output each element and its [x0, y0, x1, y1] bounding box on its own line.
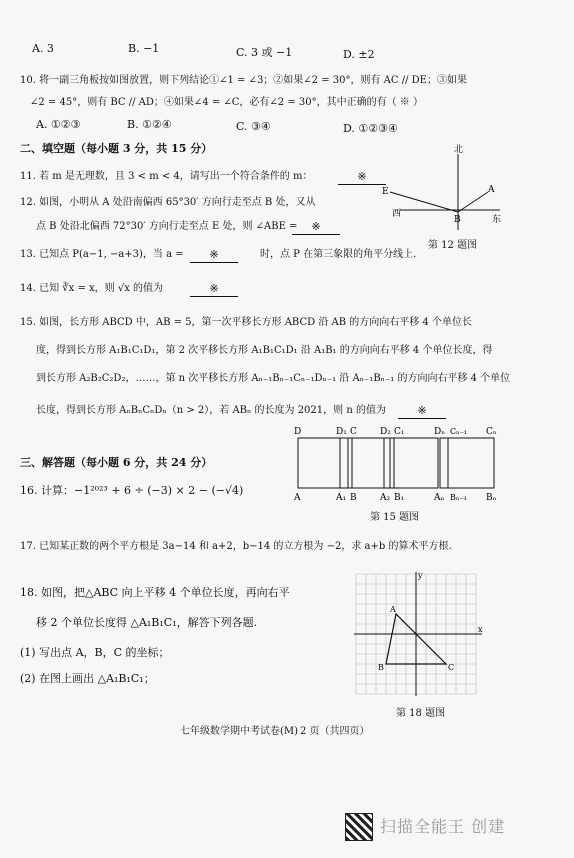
q18-sub1: (1) 写出点 A，B，C 的坐标；: [20, 646, 170, 659]
figure-18-grid: [352, 570, 486, 698]
q13-blank: ※: [190, 248, 238, 263]
q14-blank: ※: [190, 282, 238, 297]
q9-option-a: A. 3: [32, 42, 54, 55]
qr-code-icon: [345, 813, 373, 841]
q13-tail: 时，点 P 在第三象限的角平分线上.: [260, 249, 417, 260]
q10-option-c: C. ③④: [236, 120, 271, 133]
fig12-east-label: 东: [492, 215, 502, 225]
footer-page-number: 2 页（共四页）: [300, 726, 370, 737]
q10-option-b: B. ①②④: [127, 118, 172, 131]
fig18-point-a: A: [390, 605, 396, 614]
q16-text: 16. 计算：−1²⁰²³ + 6 ÷ (−3) × 2 − (−√4): [20, 484, 244, 497]
fig15-top-label: D: [294, 427, 302, 437]
fig15-top-label: C: [350, 427, 357, 437]
q18-sub2: (2) 在图上画出 △A₁B₁C₁；: [20, 672, 155, 685]
q10-line2: ∠2 = 45°，则有 BC // AD；④如果∠4 = ∠C，必有∠2 = 30°，其中正确的有（ ※ ）: [30, 97, 423, 108]
fig18-x-axis-label: x: [478, 625, 483, 634]
q15-line1: 15. 如图，长方形 ABCD 中，AB = 5，第一次平移长方形 ABCD 沿 AB 的方向向右平移 4 个单位长: [20, 317, 472, 328]
q15-blank: ※: [398, 404, 446, 419]
q18-line1: 18. 如图，把△ABC 向上平移 4 个单位长度，再向右平: [20, 586, 290, 599]
fig18-caption: 第 18 题图: [396, 708, 446, 719]
fig12-north-label: 北: [454, 145, 464, 155]
fig15-bottom-label: B₁: [394, 493, 405, 503]
scanner-watermark: 扫描全能王 创建: [380, 817, 506, 836]
q17-text: 17. 已知某正数的两个平方根是 3a−14 和 a+2，b−14 的立方根为 −2，求 a+b 的算术平方根.: [20, 541, 452, 552]
q14-text: 14. 已知 ∛x = x，则 √x 的值为: [20, 283, 164, 294]
fig15-bottom-label: Bₙ: [486, 493, 497, 503]
q11-text: 11. 若 m 是无理数，且 3 < m < 4，请写出一个符合条件的 m：: [20, 171, 313, 182]
fig15-caption: 第 15 题图: [370, 512, 420, 523]
fig12-west-label: 西: [392, 209, 402, 219]
q10-line1: 10. 将一副三角板按如图放置，则下列结论①∠1 = ∠3；②如果∠2 = 30°，则有 AC // DE；③如果: [20, 75, 467, 86]
q10-option-d: D. ①②③④: [343, 122, 398, 135]
fig15-top-label: D₂: [380, 427, 391, 437]
fig18-point-b: B: [378, 663, 384, 672]
fig15-top-label: Cₙ: [486, 427, 497, 437]
q9-option-c: C. 3 或 −1: [236, 46, 293, 59]
fig18-point-c: C: [448, 663, 455, 672]
q13-text: 13. 已知点 P(a−1, −a+3)，当 a =: [20, 249, 184, 260]
fig12-e-label: E: [382, 187, 389, 197]
q9-option-b: B. −1: [128, 42, 160, 55]
fig15-bottom-label: B: [350, 493, 357, 503]
fig15-top-label: D₁: [336, 427, 347, 437]
fig12-b-label: B: [454, 215, 461, 225]
fig15-top-label: Cₙ₋₁: [450, 427, 468, 436]
section3-heading: 三、解答题（每小题 6 分，共 24 分）: [20, 456, 213, 469]
fig15-bottom-label: Aₙ: [434, 493, 445, 503]
q12-line2: 点 B 处沿北偏西 72°30′ 方向行走至点 E 处，则 ∠ABE =: [36, 221, 298, 232]
fig12-caption: 第 12 题图: [428, 240, 478, 251]
footer-exam-title: 七年级数学期中考试卷(M): [180, 726, 299, 737]
q18-line2: 移 2 个单位长度得 △A₁B₁C₁，解答下列各题.: [36, 616, 258, 629]
q12-blank: ※: [292, 220, 340, 235]
fig18-y-axis-label: y: [418, 571, 423, 580]
fig15-top-label: C₁: [394, 427, 405, 437]
q9-option-d: D. ±2: [343, 48, 375, 61]
q10-option-a: A. ①②③: [36, 118, 81, 131]
fig12-a-label: A: [488, 185, 495, 195]
fig15-bottom-label: Bₙ₋₁: [450, 493, 467, 502]
section2-heading: 二、填空题（每小题 3 分，共 15 分）: [20, 142, 213, 155]
fig15-bottom-label: A: [294, 493, 301, 503]
q12-line1: 12. 如图，小明从 A 处沿南偏西 65°30′ 方向行走至点 B 处，又从: [20, 197, 316, 208]
q15-line4: 长度，得到长方形 AₙBₙCₙDₙ（n > 2），若 ABₙ 的长度为 2021，则 n 的值为: [36, 405, 386, 416]
q15-line3: 到长方形 A₂B₂C₂D₂，……，第 n 次平移长方形 Aₙ₋₁Bₙ₋₁Cₙ₋₁Dₙ₋₁ 沿 Aₙ₋₁Bₙ₋₁ 的方向向右平移 4 个单位: [36, 373, 511, 384]
fig15-top-label: Dₙ: [434, 427, 446, 437]
figure-15-rectangles: [288, 424, 502, 506]
fig15-bottom-label: A₂: [380, 493, 391, 503]
fig15-bottom-label: A₁: [336, 493, 347, 503]
q15-line2: 度，得到长方形 A₁B₁C₁D₁，第 2 次平移长方形 A₁B₁C₁D₁ 沿 A₁B₁ 的方向向右平移 4 个单位长度，得: [36, 345, 493, 356]
q11-blank: ※: [338, 170, 386, 185]
